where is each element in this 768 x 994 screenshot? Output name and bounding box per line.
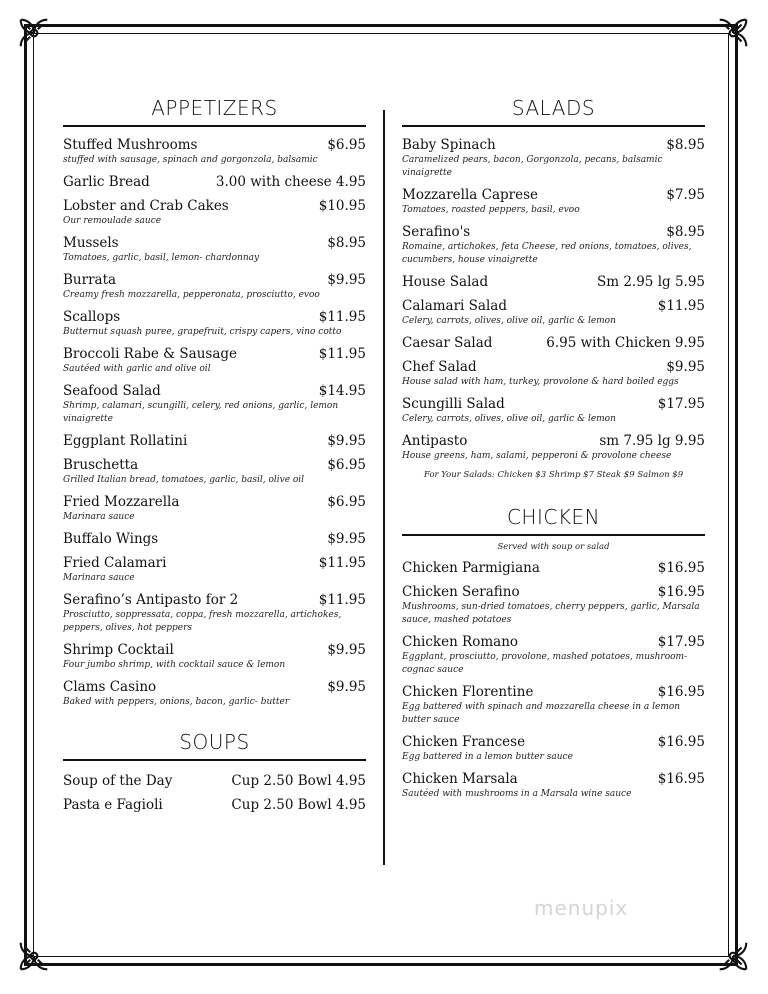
menu-item <box>63 272 366 302</box>
item-price: $8.95 <box>666 224 705 240</box>
item-description: Grilled Italian bread, tomatoes, garlic, basil, olive oil <box>63 475 305 485</box>
menu-item-row <box>402 335 705 352</box>
item-price: $6.95 <box>327 494 366 510</box>
item-description: Prosciutto, soppressata, coppa, fresh mozzarella, artichokes, peppers, olives, hot peppers <box>63 610 342 633</box>
item-description: Caramelized pears, bacon, Gorgonzola, pecans, balsamic vinaigrette <box>402 155 663 178</box>
menu-item <box>402 560 705 577</box>
chicken-title: CHICKEN <box>506 505 601 529</box>
item-price: $9.95 <box>327 272 366 288</box>
item-price: $9.95 <box>327 531 366 547</box>
item-name: Lobster and Crab Cakes <box>63 198 229 214</box>
item-price: $8.95 <box>666 137 705 153</box>
item-price: Sm 2.95 lg 5.95 <box>597 274 705 290</box>
item-name: Buffalo Wings <box>63 531 159 547</box>
item-description: Egg battered in a lemon butter sauce <box>402 752 573 762</box>
menu-item-row <box>402 396 705 413</box>
menu-item <box>63 137 366 167</box>
item-description: Marinara sauce <box>63 512 135 522</box>
menu-item <box>402 433 705 463</box>
item-price: $17.95 <box>657 396 705 412</box>
menu-item <box>402 224 705 267</box>
watermark-logo: menupix <box>534 896 629 920</box>
item-description: Sautéed with mushrooms in a Marsala wine sauce <box>402 789 632 799</box>
item-price: $8.95 <box>327 235 366 251</box>
menu-item <box>402 298 705 328</box>
item-name: Pasta e Fagioli <box>63 797 163 813</box>
menu-item <box>63 494 366 524</box>
item-name: Seafood Salad <box>63 383 161 399</box>
corner-ornament-icon <box>714 937 752 975</box>
item-price: $16.95 <box>657 584 705 600</box>
menu-item <box>402 335 705 352</box>
item-price: $16.95 <box>657 684 705 700</box>
menu-item-row <box>63 137 366 154</box>
item-price: $9.95 <box>327 433 366 449</box>
menu-item <box>63 531 366 548</box>
item-price: $11.95 <box>318 346 366 362</box>
item-name: Chicken Marsala <box>402 771 518 787</box>
item-name: Scungilli Salad <box>402 396 505 412</box>
item-name: Eggplant Rollatini <box>63 433 188 449</box>
menu-item-row <box>402 771 705 788</box>
item-price: $11.95 <box>657 298 705 314</box>
menu-item <box>402 187 705 217</box>
menu-item-row <box>402 274 705 291</box>
item-name: Soup of the Day <box>63 773 173 789</box>
item-description: Tomatoes, roasted peppers, basil, evoo <box>402 205 580 215</box>
item-price: 6.95 with Chicken 9.95 <box>546 335 705 351</box>
item-name: Chicken Francese <box>402 734 526 750</box>
menu-item <box>402 396 705 426</box>
menu-item-row <box>402 734 705 751</box>
menu-item <box>63 433 366 450</box>
menu-item-row <box>63 272 366 289</box>
menu-item <box>63 174 366 191</box>
item-name: Garlic Bread <box>63 174 150 190</box>
appetizers-section <box>63 95 366 709</box>
item-price: $9.95 <box>327 679 366 695</box>
chicken-list <box>402 560 705 801</box>
menu-item <box>402 274 705 291</box>
menu-item-row <box>402 137 705 154</box>
item-description: Mushrooms, sun-dried tomatoes, cherry peppers, garlic, Marsala sauce, mashed potatoes <box>402 602 700 625</box>
column-divider <box>383 110 385 865</box>
item-name: Chicken Florentine <box>402 684 534 700</box>
menu-item-row <box>63 531 366 548</box>
item-price: $9.95 <box>327 642 366 658</box>
item-name: Mussels <box>63 235 119 251</box>
item-description: Tomatoes, garlic, basil, lemon- chardonnay <box>63 253 260 263</box>
item-price: $7.95 <box>666 187 705 203</box>
menu-item-row <box>63 679 366 696</box>
soup-list <box>63 773 366 814</box>
item-price: $11.95 <box>318 592 366 608</box>
corner-ornament-icon <box>15 937 53 975</box>
item-description: Creamy fresh mozzarella, pepperonata, prosciutto, evoo <box>63 290 320 300</box>
item-price: $11.95 <box>318 309 366 325</box>
menu-item-row <box>63 555 366 572</box>
item-name: Mozzarella Caprese <box>402 187 539 203</box>
item-name: Fried Calamari <box>63 555 167 571</box>
item-price: $6.95 <box>327 457 366 473</box>
item-description: Sautéed with garlic and olive oil <box>63 364 211 374</box>
menu-item-row <box>63 383 366 400</box>
item-price: Cup 2.50 Bowl 4.95 <box>231 773 366 789</box>
menu-item-row <box>63 309 366 326</box>
salad-addons-note: For Your Salads: Chicken $3 Shrimp $7 Steak $9 Salmon $9 <box>423 470 684 480</box>
item-name: Shrimp Cocktail <box>63 642 174 658</box>
menu-item-row <box>402 359 705 376</box>
item-price: $10.95 <box>318 198 366 214</box>
item-price: $11.95 <box>318 555 366 571</box>
salads-title: SALADS <box>511 96 596 120</box>
item-description: Marinara sauce <box>63 573 135 583</box>
menu-item <box>63 797 366 814</box>
left-column <box>63 95 366 821</box>
item-name: Burrata <box>63 272 117 288</box>
item-description: Romaine, artichokes, feta Cheese, red onions, tomatoes, olives, cucumbers, house vinaigrette <box>402 242 692 265</box>
item-price: 3.00 with cheese 4.95 <box>215 174 366 190</box>
menu-item <box>402 584 705 627</box>
menu-item-row <box>402 584 705 601</box>
item-price: $16.95 <box>657 734 705 750</box>
menu-item-row <box>63 346 366 363</box>
item-name: Chicken Serafino <box>402 584 520 600</box>
item-description: House salad with ham, turkey, provolone & hard boiled eggs <box>402 377 679 387</box>
item-description: House greens, ham, salami, pepperoni & provolone cheese <box>402 451 672 461</box>
menu-item-row <box>63 642 366 659</box>
menu-item <box>63 679 366 709</box>
menu-item <box>63 592 366 635</box>
menu-item-row <box>402 684 705 701</box>
section-rule <box>63 759 366 761</box>
menu-item <box>63 457 366 487</box>
section-rule <box>402 125 705 127</box>
right-column <box>402 95 705 808</box>
item-price: $9.95 <box>666 359 705 375</box>
item-name: Fried Mozzarella <box>63 494 180 510</box>
section-rule <box>402 534 705 536</box>
menu-item-row <box>63 773 366 790</box>
menu-item <box>402 684 705 727</box>
soups-title: SOUPS <box>179 730 250 754</box>
menu-item-row <box>402 433 705 450</box>
item-price: $14.95 <box>318 383 366 399</box>
item-name: Baby Spinach <box>402 137 496 153</box>
item-name: Chicken Parmigiana <box>402 560 540 576</box>
item-price: $6.95 <box>327 137 366 153</box>
item-name: House Salad <box>402 274 489 290</box>
item-description: Eggplant, prosciutto, provolone, mashed potatoes, mushroom-cognac sauce <box>402 652 688 675</box>
menu-item <box>63 198 366 228</box>
menu-item <box>63 235 366 265</box>
menu-item-row <box>63 592 366 609</box>
menu-item <box>63 383 366 426</box>
item-description: Egg battered with spinach and mozzarella cheese in a lemon butter sauce <box>402 702 681 725</box>
section-rule <box>63 125 366 127</box>
corner-ornament-icon <box>714 14 752 52</box>
item-name: Serafino’s Antipasto for 2 <box>63 592 239 608</box>
item-name: Caesar Salad <box>402 335 493 351</box>
item-name: Serafino's <box>402 224 471 240</box>
item-description: Our remoulade sauce <box>63 216 162 226</box>
chicken-section <box>402 504 705 801</box>
menu-item-row <box>402 298 705 315</box>
item-name: Antipasto <box>402 433 468 449</box>
item-description: Celery, carrots, olives, olive oil, garlic & lemon <box>402 316 616 326</box>
item-name: Bruschetta <box>63 457 139 473</box>
item-price: $17.95 <box>657 634 705 650</box>
item-name: Clams Casino <box>63 679 157 695</box>
salad-list <box>402 137 705 463</box>
menu-item <box>402 771 705 801</box>
menu-item-row <box>402 634 705 651</box>
item-description: Shrimp, calamari, scungilli, celery, red onions, garlic, lemon vinaigrette <box>63 401 339 424</box>
menu-item <box>63 309 366 339</box>
item-name: Calamari Salad <box>402 298 507 314</box>
menu-item-row <box>402 560 705 577</box>
soups-section <box>63 729 366 814</box>
item-description: stuffed with sausage, spinach and gorgonzola, balsamic <box>63 155 318 165</box>
menu-item <box>63 555 366 585</box>
item-description: Butternut squash puree, grapefruit, crispy capers, vino cotto <box>63 327 342 337</box>
menu-item-row <box>63 494 366 511</box>
salads-section <box>402 95 705 480</box>
item-name: Broccoli Rabe & Sausage <box>63 346 238 362</box>
menu-item <box>402 359 705 389</box>
menu-item-row <box>63 457 366 474</box>
menu-item <box>63 642 366 672</box>
menu-item <box>63 773 366 790</box>
appetizers-title: APPETIZERS <box>151 96 278 120</box>
menu-item-row <box>63 174 366 191</box>
menu-item-row <box>402 224 705 241</box>
item-description: Four jumbo shrimp, with cocktail sauce & lemon <box>63 660 286 670</box>
menu-item-row <box>63 797 366 814</box>
menu-item <box>402 734 705 764</box>
item-name: Chef Salad <box>402 359 477 375</box>
item-name: Chicken Romano <box>402 634 519 650</box>
chicken-subtitle: Served with soup or salad <box>497 542 610 552</box>
menu-item <box>63 346 366 376</box>
menu-item-row <box>63 235 366 252</box>
item-price: $16.95 <box>657 771 705 787</box>
corner-ornament-icon <box>15 14 53 52</box>
item-price: $16.95 <box>657 560 705 576</box>
item-name: Stuffed Mushrooms <box>63 137 198 153</box>
menu-item <box>402 634 705 677</box>
menu-item-row <box>63 433 366 450</box>
menu-item-row <box>402 187 705 204</box>
item-price: Cup 2.50 Bowl 4.95 <box>231 797 366 813</box>
appetizer-list <box>63 137 366 709</box>
menu-item-row <box>63 198 366 215</box>
item-price: sm 7.95 lg 9.95 <box>599 433 705 449</box>
item-description: Baked with peppers, onions, bacon, garlic- butter <box>63 697 290 707</box>
menu-item <box>402 137 705 180</box>
item-description: Celery, carrots, olives, olive oil, garlic & lemon <box>402 414 616 424</box>
item-name: Scallops <box>63 309 121 325</box>
